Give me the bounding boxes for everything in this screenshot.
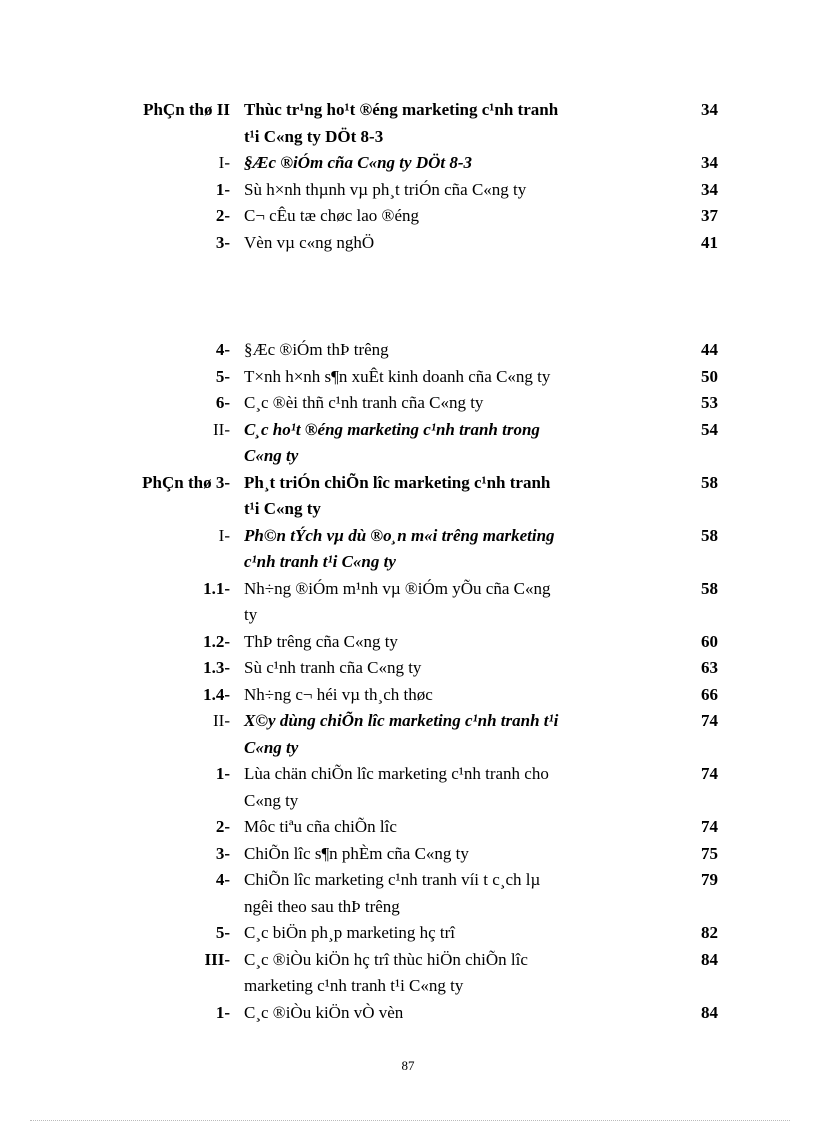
toc-entry-number: PhÇn thø II bbox=[143, 100, 230, 119]
toc-entry-number: 1- bbox=[215, 179, 230, 199]
toc-entry-title bbox=[244, 150, 610, 177]
toc-entry bbox=[0, 364, 816, 391]
toc-entry-page: 37 bbox=[701, 206, 718, 225]
toc-entry-page: 74 bbox=[701, 711, 718, 730]
toc-block-top bbox=[0, 97, 816, 256]
toc-entry bbox=[0, 523, 816, 576]
toc-entry-title-line: Nh÷ng c¬ héi vµ th¸ch thøc bbox=[244, 684, 433, 704]
toc-entry-title-line: c¹nh tranh t¹i C«ng ty bbox=[244, 552, 396, 571]
toc-entry-title-line: Lùa chän chiÕn lîc marketing c¹nh tranh cho bbox=[244, 764, 549, 783]
toc-entry-title-line: Thùc tr¹ng ho¹t ®éng marketing c¹nh tranh bbox=[244, 100, 559, 119]
toc-entry-page: 74 bbox=[701, 817, 718, 836]
toc-entry-number: 3- bbox=[215, 843, 230, 863]
toc-entry bbox=[0, 629, 816, 656]
toc-entry-number: 5- bbox=[215, 366, 230, 386]
toc-entry-page: 41 bbox=[701, 232, 718, 252]
toc-entry-number: I- bbox=[218, 525, 230, 545]
toc-entry-page: 58 bbox=[701, 525, 718, 545]
toc-entry-page: 53 bbox=[701, 393, 718, 412]
toc-entry bbox=[0, 761, 816, 814]
toc-entry-title bbox=[244, 417, 610, 470]
toc-entry-number: 4- bbox=[215, 870, 230, 889]
toc-entry-title-line: Môc tiªu cña chiÕn lîc bbox=[244, 817, 397, 836]
toc-entry-number: 3- bbox=[215, 232, 230, 252]
toc-entry-number: 1.3- bbox=[203, 658, 230, 677]
toc-entry-page: 84 bbox=[701, 949, 718, 969]
toc-entry-page: 60 bbox=[701, 631, 718, 651]
toc-block-bottom bbox=[0, 337, 816, 1026]
toc-entry-title-line: §Æc ®iÓm cña C«ng ty DÖt 8-3 bbox=[244, 153, 473, 172]
toc-entry-number: II- bbox=[213, 419, 230, 439]
toc-entry-page: 82 bbox=[701, 923, 718, 942]
toc-entry-number: 2- bbox=[215, 817, 230, 836]
toc-entry-title bbox=[244, 576, 610, 629]
toc-entry-title-line: C«ng ty bbox=[244, 446, 299, 465]
toc-entry-title bbox=[244, 682, 610, 709]
toc-entry-title bbox=[244, 97, 610, 150]
toc-entry bbox=[0, 390, 816, 417]
toc-entry-title bbox=[244, 470, 610, 523]
toc-entry-number: I- bbox=[218, 153, 230, 172]
toc-entry-title bbox=[244, 390, 610, 417]
toc-entry-page: 63 bbox=[701, 658, 718, 677]
toc-entry bbox=[0, 947, 816, 1000]
toc-entry-page: 74 bbox=[701, 764, 718, 783]
toc-entry bbox=[0, 814, 816, 841]
toc-entry-page: 79 bbox=[701, 870, 718, 889]
toc-entry bbox=[0, 867, 816, 920]
toc-entry-title-line: C«ng ty bbox=[244, 737, 299, 757]
toc-entry-title bbox=[244, 230, 610, 257]
toc-entry-number: 1- bbox=[215, 1002, 230, 1022]
toc-entry-title bbox=[244, 920, 610, 947]
toc-entry-title-line: ngêi theo sau thÞ trêng bbox=[244, 896, 400, 916]
toc-entry bbox=[0, 576, 816, 629]
toc-entry-title bbox=[244, 867, 610, 920]
toc-entry-number: 2- bbox=[215, 206, 230, 225]
toc-entry-title-line: Sù h×nh thµnh vµ ph¸t triÓn cña C«ng ty bbox=[244, 179, 527, 199]
toc-entry-title-line: C¸c biÖn ph¸p marketing hç trî bbox=[244, 923, 456, 942]
toc-entry-title bbox=[244, 814, 610, 841]
toc-entry-title-line: Ph©n tÝch vµ dù ®o¸n m«i trêng marketing bbox=[244, 525, 555, 545]
toc-entry-number: 4- bbox=[215, 340, 230, 359]
toc-entry-title bbox=[244, 841, 610, 868]
toc-entry-page: 84 bbox=[701, 1002, 718, 1022]
toc-entry-title bbox=[244, 947, 610, 1000]
toc-entry-title bbox=[244, 337, 610, 364]
toc-entry bbox=[0, 150, 816, 177]
toc-entry-title-line: ThÞ trêng cña C«ng ty bbox=[244, 631, 398, 651]
page-number: 87 bbox=[401, 1058, 415, 1073]
toc-entry-title-line: Nh÷ng ®iÓm m¹nh vµ ®iÓm yÕu cña C«ng bbox=[244, 578, 551, 598]
toc-entry-title-line: Ph¸t triÓn chiÕn lîc marketing c¹nh tranh bbox=[244, 472, 551, 492]
toc-entry-title-line: C¸c ho¹t ®éng marketing c¹nh tranh trong bbox=[244, 419, 540, 439]
toc-entry-number: II- bbox=[213, 711, 230, 730]
toc-entry bbox=[0, 655, 816, 682]
toc-entry-number: 6- bbox=[215, 393, 230, 412]
toc-entry-title-line: C¸c ®èi thñ c¹nh tranh cña C«ng ty bbox=[244, 393, 484, 412]
toc-entry-page: 50 bbox=[701, 366, 718, 386]
toc-entry-title bbox=[244, 629, 610, 656]
toc-entry bbox=[0, 230, 816, 257]
toc-entry-title-line: ChiÕn lîc marketing c¹nh tranh víi t c¸ch lµ bbox=[244, 870, 541, 889]
toc-entry-number: PhÇn thø 3- bbox=[142, 472, 230, 492]
page-bottom-rule bbox=[30, 1120, 790, 1121]
toc-entry-title bbox=[244, 203, 610, 230]
toc-entry-title bbox=[244, 761, 610, 814]
toc-entry-title-line: ChiÕn lîc s¶n phÈm cña C«ng ty bbox=[244, 843, 469, 863]
toc-entry-page: 58 bbox=[701, 472, 718, 492]
toc-entry-title-line: t¹i C«ng ty bbox=[244, 499, 321, 518]
toc-entry bbox=[0, 708, 816, 761]
toc-entry-page: 58 bbox=[701, 578, 718, 598]
toc-entry bbox=[0, 682, 816, 709]
toc-entry-title-line: X©y dùng chiÕn lîc marketing c¹nh tranh t¹i bbox=[244, 711, 559, 730]
toc-entry bbox=[0, 920, 816, 947]
toc-entry-title-line: C«ng ty bbox=[244, 790, 299, 810]
toc-entry bbox=[0, 203, 816, 230]
toc-entry-number: 1- bbox=[215, 764, 230, 783]
toc-entry-page: 54 bbox=[701, 419, 718, 439]
toc-entry-number: 1.2- bbox=[203, 631, 230, 651]
toc-entry-title-line: T×nh h×nh s¶n xuÊt kinh doanh cña C«ng ty bbox=[244, 366, 551, 386]
toc-entry-title bbox=[244, 523, 610, 576]
toc-entry-title-line: C¬ cÊu tæ chøc lao ®éng bbox=[244, 206, 419, 225]
toc-entry-page: 34 bbox=[701, 179, 718, 199]
toc-entry-number: 1.1- bbox=[203, 578, 230, 598]
toc-entry bbox=[0, 1000, 816, 1027]
toc-entry-page: 44 bbox=[701, 340, 718, 359]
toc-entry-title-line: marketing c¹nh tranh t¹i C«ng ty bbox=[244, 976, 464, 995]
toc-entry bbox=[0, 97, 816, 150]
toc-entry-title bbox=[244, 1000, 610, 1027]
toc-entry-number: III- bbox=[204, 949, 230, 969]
toc-entry-title bbox=[244, 655, 610, 682]
toc-entry-title-line: Vèn vµ c«ng nghÖ bbox=[244, 232, 375, 252]
toc-entry-title-line: ty bbox=[244, 605, 258, 624]
toc-entry bbox=[0, 337, 816, 364]
toc-entry-title-line: C¸c ®iÒu kiÖn vÒ vèn bbox=[244, 1002, 404, 1022]
toc-entry-page: 66 bbox=[701, 684, 718, 704]
toc-entry bbox=[0, 417, 816, 470]
toc-entry-title-line: §Æc ®iÓm thÞ trêng bbox=[244, 340, 389, 359]
toc-entry-number: 5- bbox=[215, 923, 230, 942]
toc-entry-title bbox=[244, 708, 610, 761]
toc-entry bbox=[0, 841, 816, 868]
toc-entry-title bbox=[244, 364, 610, 391]
toc-entry-title-line: C¸c ®iÒu kiÖn hç trî thùc hiÖn chiÕn lîc bbox=[244, 949, 528, 969]
toc-entry-title bbox=[244, 177, 610, 204]
toc-entry bbox=[0, 470, 816, 523]
toc-entry-title-line: Sù c¹nh tranh cña C«ng ty bbox=[244, 658, 422, 677]
toc-entry-title-line: t¹i C«ng ty DÖt 8-3 bbox=[244, 126, 384, 146]
toc-entry bbox=[0, 177, 816, 204]
toc-entry-page: 34 bbox=[701, 100, 718, 119]
toc-entry-number: 1.4- bbox=[203, 684, 230, 704]
toc-entry-page: 34 bbox=[701, 153, 718, 172]
toc-entry-page: 75 bbox=[701, 843, 718, 863]
